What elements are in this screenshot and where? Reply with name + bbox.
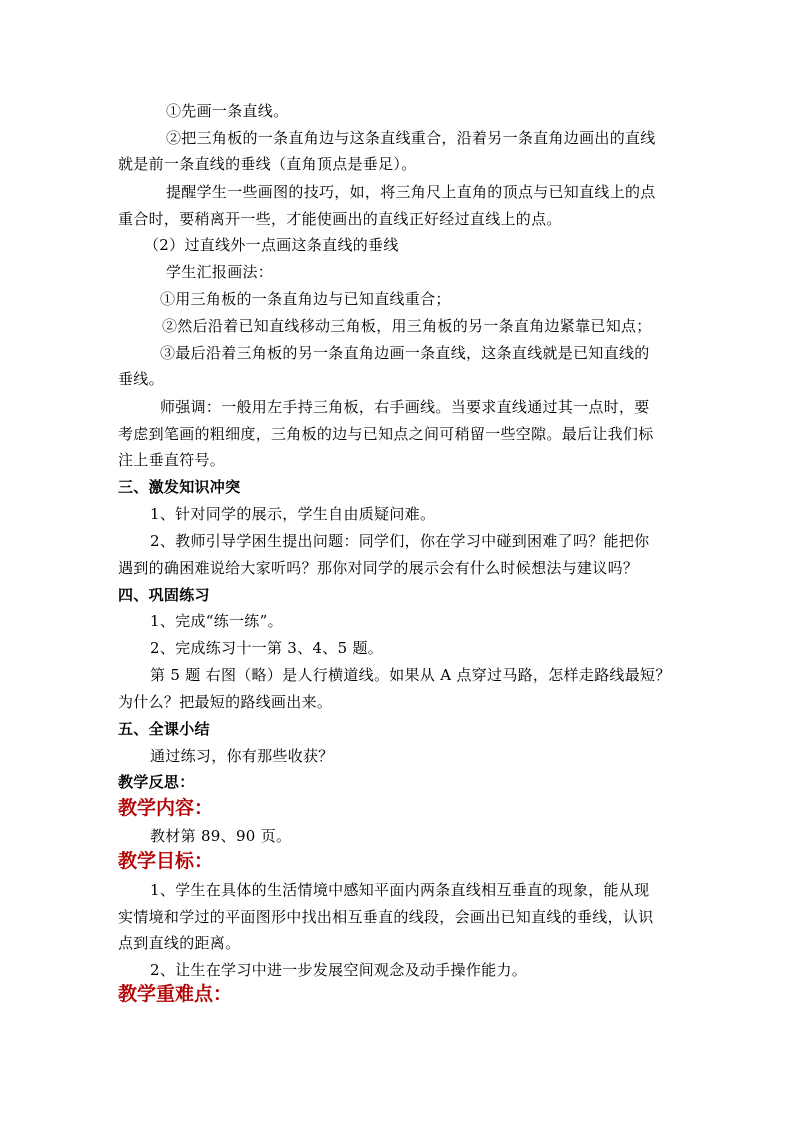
key-points-heading: 教学重难点： [118, 983, 233, 1005]
section-4-item-1: 1、完成“练一练”。 [150, 612, 283, 630]
teaching-content-heading: 教学内容： [118, 797, 214, 819]
summary-text: 通过练习，你有那些收获？ [150, 747, 334, 765]
step-1-text: ①先画一条直线。 [166, 102, 289, 120]
teaching-content-text: 教材第 89、90 页。 [150, 827, 292, 845]
tip-text: 提醒学生一些画图的技巧，如，将三角尺上直角的顶点与已知直线上的点 [166, 183, 656, 201]
teaching-goals-heading: 教学目标： [118, 850, 214, 872]
section-3-item-2-cont: 遇到的确困难说给大家听吗？那你对同学的展示会有什么时候想法与建议吗？ [118, 559, 639, 577]
student-report-text: 学生汇报画法： [166, 263, 274, 281]
tip-text-cont: 重合时，要稍离开一些，才能使画出的直线正好经过直线上的点。 [118, 210, 562, 228]
method-step-2: ②然后沿着已知直线移动三角板，用三角板的另一条直角边紧靠已知点； [162, 317, 652, 335]
exercise-5-text-cont: 为什么？把最短的路线画出来。 [118, 693, 333, 711]
step-2-text-cont: 就是前一条直线的垂线（直角顶点是垂足）。 [118, 155, 417, 173]
goal-1-text-cont-2: 点到直线的距离。 [118, 934, 241, 952]
exercise-5-text: 第 5 题 右图（略）是人行横道线。如果从 A 点穿过马路，怎样走路线最短？ [150, 666, 671, 684]
goal-1-text-cont-1: 实情境和学过的平面图形中找出相互垂直的线段，会画出已知直线的垂线，认识 [118, 908, 654, 926]
reflection-heading: 教学反思： [118, 773, 195, 791]
step-2-text: ②把三角板的一条直角边与这条直线重合，沿着另一条直角边画出的直线 [166, 129, 656, 147]
method-step-3: ③最后沿着三角板的另一条直角边画一条直线，这条直线就是已知直线的 [160, 344, 650, 362]
method-step-3-cont: 垂线。 [118, 370, 164, 388]
goal-1-text: 1、学生在具体的生活情境中感知平面内两条直线相互垂直的现象，能从现 [150, 881, 650, 899]
teacher-emphasis-cont-2: 注上垂直符号。 [118, 451, 226, 469]
section-3-heading: 三、激发知识冲突 [118, 478, 241, 496]
section-4-item-2: 2、完成练习十一第 3、4、5 题。 [150, 639, 384, 657]
section-5-heading: 五、全课小结 [118, 720, 210, 738]
subsection-2-title: （2）过直线外一点画这条直线的垂线 [144, 236, 399, 254]
teacher-emphasis-cont-1: 考虑到笔画的粗细度，三角板的边与已知点之间可稍留一些空隙。最后让我们标 [118, 425, 654, 443]
section-4-heading: 四、巩固练习 [118, 586, 210, 604]
section-3-item-2: 2、教师引导学困生提出问题：同学们，你在学习中碰到困难了吗？能把你 [150, 532, 650, 550]
goal-2-text: 2、让生在学习中进一步发展空间观念及动手操作能力。 [150, 961, 528, 979]
section-3-item-1: 1、针对同学的展示，学生自由质疑问难。 [150, 505, 436, 523]
method-step-1: ①用三角板的一条直角边与已知直线重合； [160, 290, 451, 308]
teacher-emphasis-text: 师强调：一般用左手持三角板，右手画线。当要求直线通过其一点时，要 [160, 398, 650, 416]
